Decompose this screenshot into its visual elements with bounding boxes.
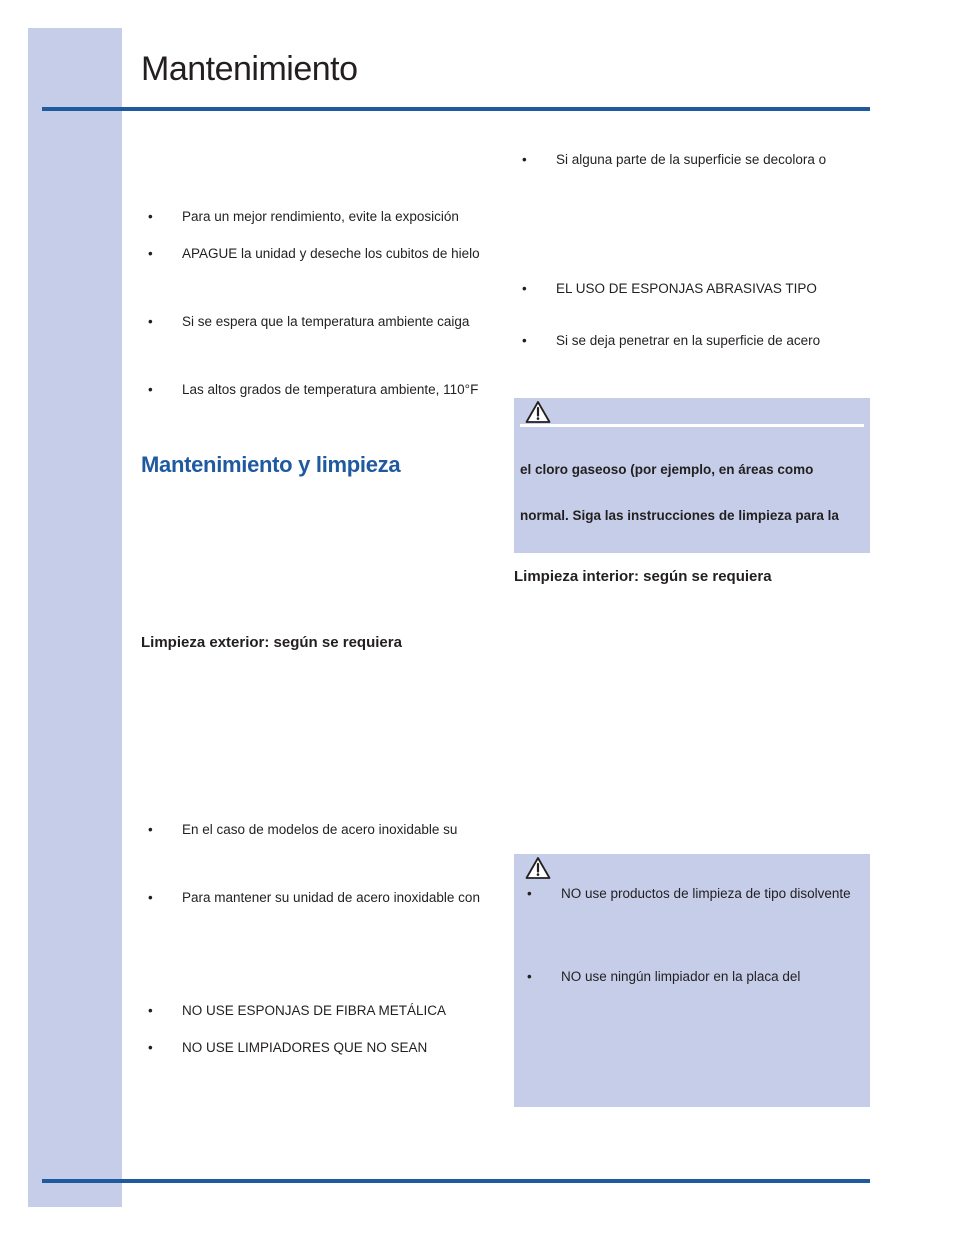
caution-text: normal. Siga las instrucciones de limpieza para la — [520, 508, 839, 523]
bullet-mark: • — [148, 209, 153, 224]
list-item-text: Si se deja penetrar en la superficie de acero — [556, 333, 821, 348]
bullet-mark: • — [522, 281, 527, 296]
list-item-text: NO USE ESPONJAS DE FIBRA METÁLICA — [182, 1003, 447, 1018]
list-item-text: Si se espera que la temperatura ambiente caiga — [182, 314, 470, 329]
warning-triangle-icon — [525, 400, 551, 424]
list-item-text: Las altos grados de temperatura ambiente, 110°F — [182, 382, 479, 397]
list-item-text: APAGUE la unidad y deseche los cubitos de hielo — [182, 246, 480, 261]
bullet-mark: • — [148, 822, 153, 837]
caution-divider — [520, 424, 864, 427]
bullet-mark: • — [148, 1040, 153, 1055]
side-strip — [28, 28, 122, 1207]
list-item-text: EL USO DE ESPONJAS ABRASIVAS TIPO — [556, 281, 817, 296]
bullet-mark: • — [148, 890, 153, 905]
bullet-mark: • — [148, 314, 153, 329]
footer-rule — [42, 1179, 870, 1183]
bullet-mark: • — [522, 333, 527, 348]
caution-box-cleaners — [514, 854, 870, 1107]
bullet-mark: • — [527, 969, 532, 984]
list-item-text: NO use ningún limpiador en la placa del — [561, 969, 801, 984]
list-item-text: NO use productos de limpieza de tipo disolvente — [561, 886, 851, 901]
caution-text: el cloro gaseoso (por ejemplo, en áreas como — [520, 462, 814, 477]
bullet-mark: • — [522, 152, 527, 167]
header-rule — [42, 107, 870, 111]
bullet-mark: • — [527, 886, 532, 901]
list-item-text: Si alguna parte de la superficie se decolora o — [556, 152, 827, 167]
list-item-text: Para un mejor rendimiento, evite la exposición — [182, 209, 459, 224]
list-item-text: NO USE LIMPIADORES QUE NO SEAN — [182, 1040, 428, 1055]
section-heading: Mantenimiento y limpieza — [141, 452, 401, 477]
bullet-mark: • — [148, 382, 153, 397]
page-title: Mantenimiento — [141, 50, 358, 88]
interior-cleaning-heading: Limpieza interior: según se requiera — [514, 568, 772, 585]
list-item-text: En el caso de modelos de acero inoxidable su — [182, 822, 458, 837]
exterior-cleaning-heading: Limpieza exterior: según se requiera — [141, 634, 402, 651]
bullet-mark: • — [148, 1003, 153, 1018]
bullet-mark: • — [148, 246, 153, 261]
warning-triangle-icon — [525, 856, 551, 880]
caution-box-chlorine — [514, 398, 870, 553]
list-item-text: Para mantener su unidad de acero inoxidable con — [182, 890, 480, 905]
